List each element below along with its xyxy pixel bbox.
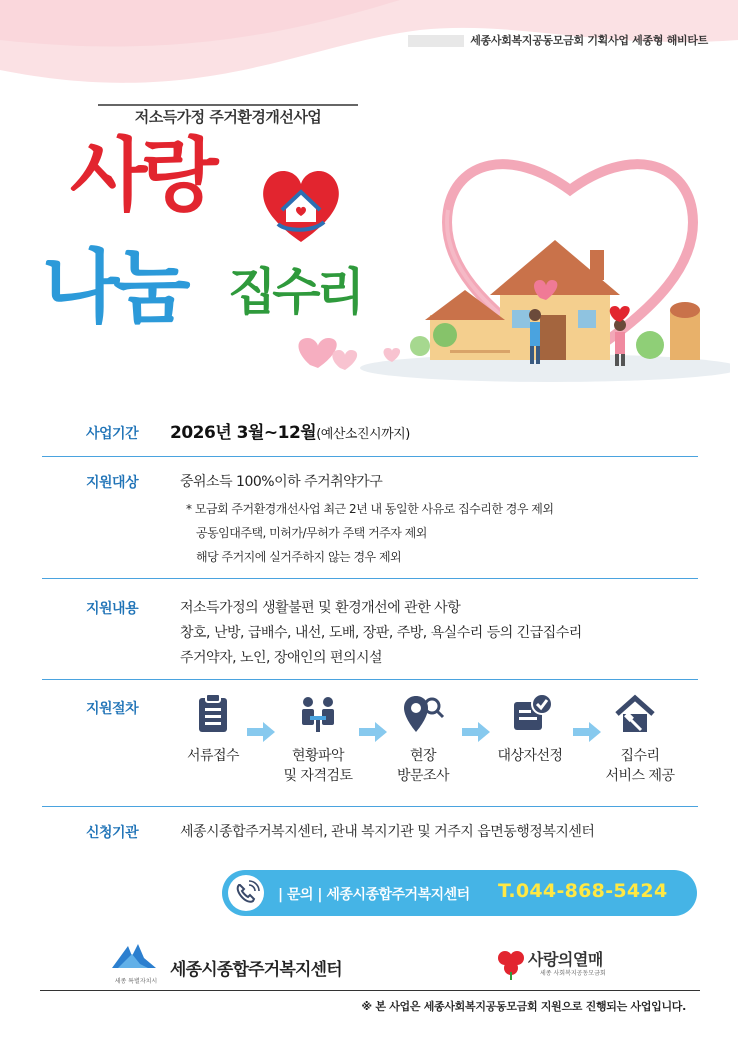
meeting-icon: [296, 692, 340, 736]
title-line-2: 나눔: [42, 241, 185, 334]
step-4: [475, 746, 585, 766]
period-label: 사업기간: [86, 426, 139, 442]
sejong-logo-text: 세종 특별자치시: [114, 978, 158, 985]
period-value: 2026년 3월~12월(예산소진시까지): [170, 423, 410, 443]
footnote: ※ 본 사업은 세종사회복지공동모금회 지원으로 진행되는 사업입니다.: [361, 1000, 686, 1013]
blurred-logo: [408, 35, 464, 47]
target-label: 지원대상: [86, 475, 139, 491]
arrow-right-icon: [462, 722, 490, 742]
target-note-3: 해당 주거지에 실거주하지 않는 경우 제외: [196, 550, 402, 564]
agency-text: 세종시종합주거복지센터, 관내 복지기관 및 거주지 읍면동행정복지센터: [180, 824, 595, 840]
content-line-2: 창호, 난방, 급배수, 내선, 도배, 장판, 주방, 욕실수리 등의 긴급집수리: [180, 625, 582, 641]
sejong-city-logo: [108, 940, 160, 980]
divider: [42, 806, 698, 807]
subtitle: 저소득가정 주거환경개선사업: [134, 108, 322, 126]
divider: [42, 679, 698, 680]
procedure-label: 지원절차: [86, 701, 139, 717]
arrow-right-icon: [573, 722, 601, 742]
document-check-icon: [510, 692, 554, 736]
target-note-2: 공동임대주택, 미허가/무허가 주택 거주자 제외: [196, 526, 427, 540]
step-5-line-2: 서비스 제공: [605, 768, 675, 784]
step-4-line-1: 대상자선정: [497, 748, 563, 764]
clipboard-icon: [191, 692, 235, 736]
org2-name: 사랑의열매: [528, 950, 603, 969]
target-main: 중위소득 100%이하 주거취약가구: [180, 474, 383, 490]
step-2-line-2: 및 자격검토: [283, 768, 353, 784]
step-2-line-1: 현황파악: [291, 748, 345, 764]
org2-sub: 세종 사회복지공동모금회: [540, 970, 606, 977]
step-5: [585, 746, 695, 786]
divider: [42, 578, 698, 579]
love-fruit-logo: [494, 946, 528, 980]
house-repair-icon: [613, 692, 657, 736]
title-line-3: 집수리: [228, 263, 361, 321]
step-1-line-1: 서류접수: [186, 748, 240, 764]
arrow-right-icon: [247, 722, 275, 742]
sponsor-text: 세종사회복지공동모금회 기획사업 세종형 해비타트: [408, 32, 708, 48]
contact-phone[interactable]: T.044-868-5424: [498, 880, 668, 902]
step-3-line-1: 현장: [409, 748, 437, 764]
location-search-icon: [402, 692, 446, 736]
content-label: 지원내용: [86, 601, 139, 617]
top-wave-decoration: [0, 0, 738, 120]
org1-name: 세종시종합주거복지센터: [170, 960, 342, 980]
step-1: [158, 746, 268, 766]
agency-label: 신청기관: [86, 825, 139, 841]
content-line-3: 주거약자, 노인, 장애인의 편의시설: [180, 650, 383, 666]
period-note: (예산소진시까지): [316, 427, 410, 442]
title-line-1: 사랑: [70, 129, 213, 222]
arrow-right-icon: [359, 722, 387, 742]
divider: [42, 456, 698, 457]
contact-text: | 문의 | 세종시종합주거복지센터: [278, 887, 470, 903]
step-2: [263, 746, 373, 786]
step-5-line-1: 집수리: [620, 748, 660, 764]
content-line-1: 저소득가정의 생활불편 및 환경개선에 관한 사항: [180, 600, 461, 616]
footer-divider: [40, 990, 700, 991]
step-3-line-2: 방문조사: [396, 768, 450, 784]
target-note-1: * 모금회 주거환경개선사업 최근 2년 내 동일한 사유로 집수리한 경우 제외: [186, 502, 554, 516]
step-3: [368, 746, 478, 786]
phone-icon: [228, 875, 264, 911]
hero-illustration: [270, 110, 730, 390]
